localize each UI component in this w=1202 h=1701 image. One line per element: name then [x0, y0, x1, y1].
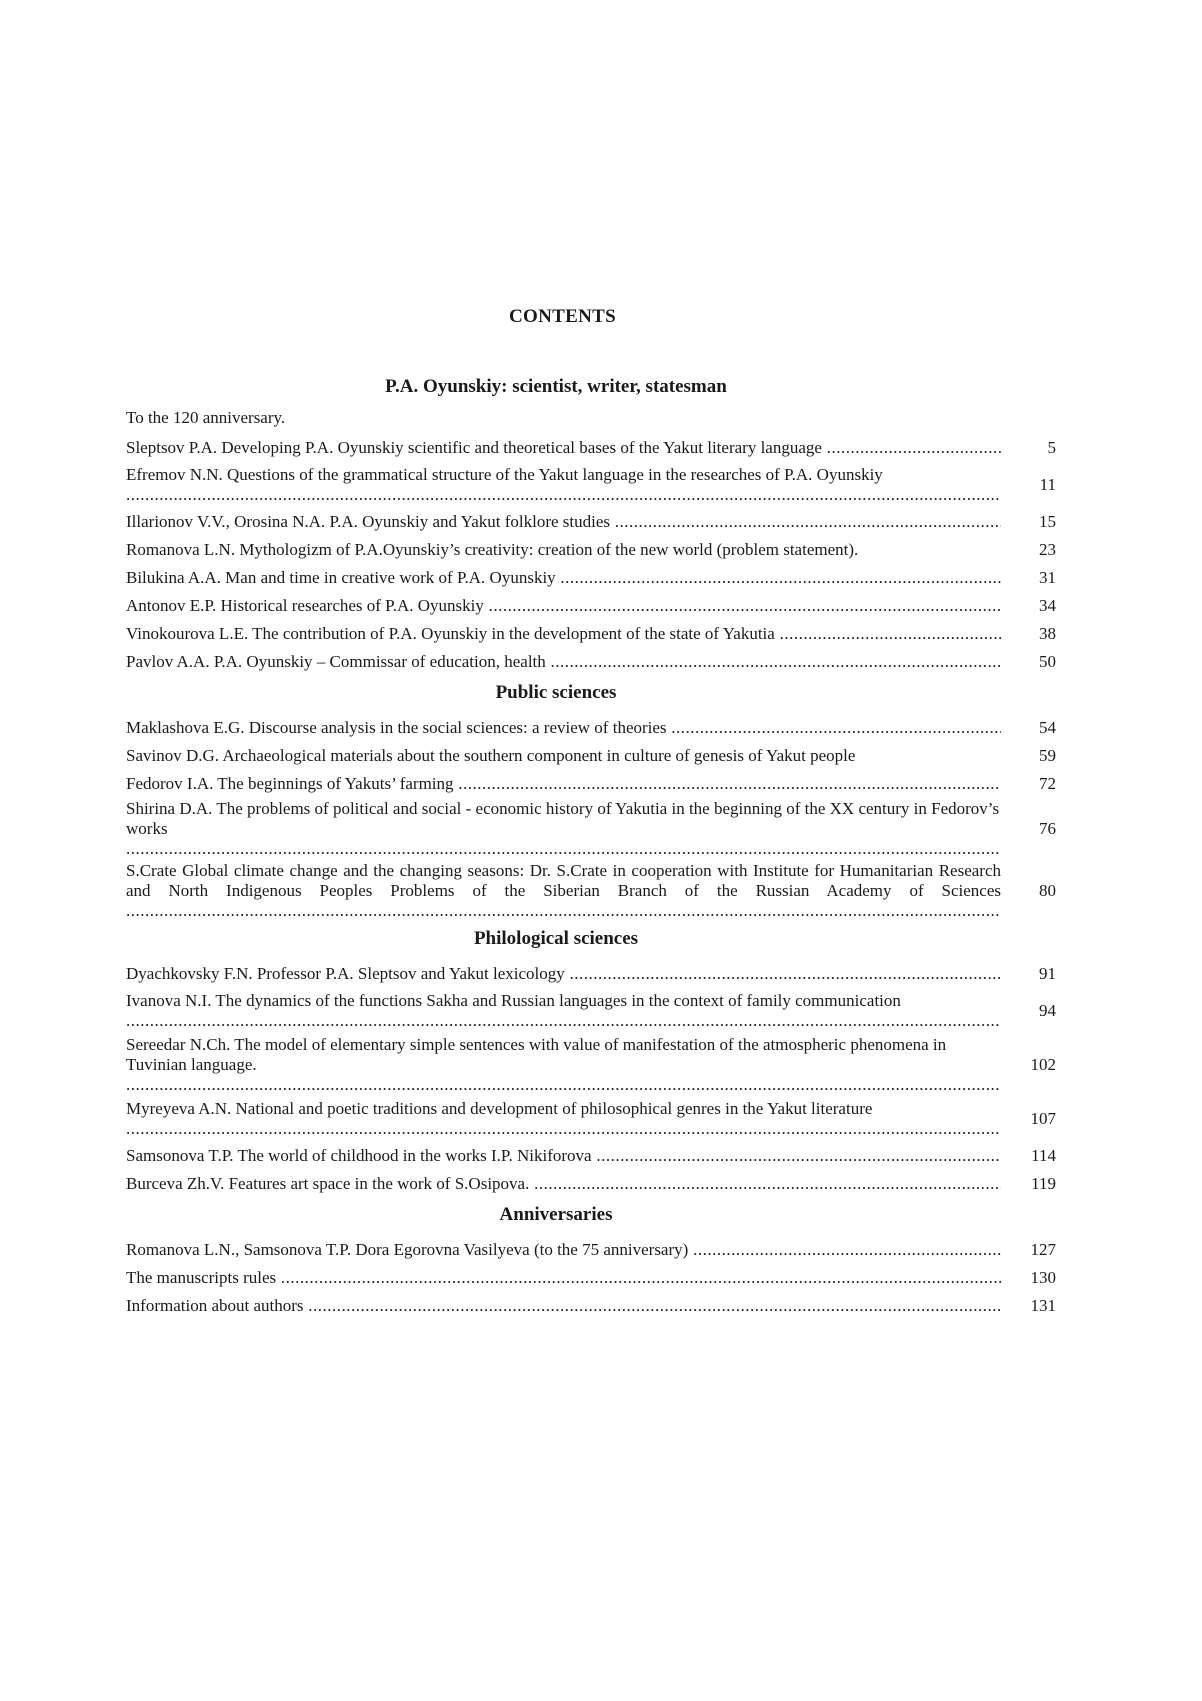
entry-page-number: 23 [1039, 540, 1056, 559]
toc-entry[interactable] [126, 1264, 1056, 1292]
entry-page-number: 114 [1031, 1146, 1056, 1165]
toc-entry[interactable] [126, 714, 1056, 742]
page-title: CONTENTS [509, 306, 616, 327]
entry-page-number: 76 [1039, 819, 1056, 838]
section-heading: Anniversaries [499, 1204, 613, 1225]
entry-title: Ivanova N.I. The dynamics of the functions Sakha and Russian languages in the context of family communication ..... [126, 991, 1001, 1031]
toc-entry[interactable] [126, 1292, 1056, 1320]
entry-page-number: 119 [1031, 1174, 1056, 1193]
entry-title: Savinov D.G. Archaeological materials about the southern component in culture of genesis of Yakut people [126, 746, 856, 765]
entry-page-number: 54 [1039, 718, 1056, 737]
toc-entry[interactable] [126, 798, 1056, 860]
entry-title: S.Crate Global climate change and the changing seasons: Dr. S.Crate in cooperation with Institute for Humanitarian Research and North Indigenous Peoples Problems of the Siberian Branch of the Russian Academy of Sciences ..... [126, 861, 1001, 921]
entry-page-number: 80 [1039, 881, 1056, 900]
toc-entry[interactable] [126, 860, 1056, 922]
entry-title: Dyachkovsky F.N. Professor P.A. Sleptsov and Yakut lexicology ..... [126, 964, 1001, 984]
toc-entry[interactable] [126, 462, 1056, 508]
entry-page-number: 72 [1039, 774, 1056, 793]
toc-entry[interactable] [126, 770, 1056, 798]
toc-entry[interactable] [126, 742, 1056, 770]
table-of-contents [126, 370, 1056, 1320]
entry-page-number: 5 [1047, 438, 1056, 457]
toc-entry[interactable] [126, 508, 1056, 536]
entry-page-number: 130 [1030, 1268, 1056, 1287]
entry-title: Fedorov I.A. The beginnings of Yakuts’ farming ..... [126, 774, 1001, 794]
entry-page-number: 127 [1030, 1240, 1056, 1259]
entry-page-number: 102 [1030, 1055, 1056, 1074]
toc-entry[interactable] [126, 1096, 1056, 1142]
entry-page-number: 50 [1039, 652, 1056, 671]
section-heading: P.A. Oyunskiy: scientist, writer, statesman [385, 376, 727, 397]
entry-page-number: 94 [1039, 1001, 1056, 1020]
entry-page-number: 107 [1030, 1109, 1056, 1128]
entry-page-number: 91 [1039, 964, 1056, 983]
entry-title: Maklashova E.G. Discourse analysis in the social sciences: a review of theories ..... [126, 718, 1001, 738]
toc-entry[interactable] [126, 1142, 1056, 1170]
entry-title: Efremov N.N. Questions of the grammatical structure of the Yakut language in the researches of P.A. Oyunskiy ..... [126, 465, 1001, 505]
entry-title: Myreyeva A.N. National and poetic traditions and development of philosophical genres in the Yakut literature ..... [126, 1099, 1001, 1139]
entry-title: Romanova L.N., Samsonova T.P. Dora Egorovna Vasilyeva (to the 75 anniversary) ..... [126, 1240, 1001, 1260]
entry-page-number: 34 [1039, 596, 1056, 615]
entry-title: Burceva Zh.V. Features art space in the work of S.Osipova. ..... [126, 1174, 1001, 1194]
section-intro: To the 120 anniversary. [126, 408, 286, 427]
section-heading: Public sciences [495, 682, 617, 703]
entry-page-number: 38 [1039, 624, 1056, 643]
toc-entry[interactable] [126, 1034, 1056, 1096]
entry-page-number: 131 [1030, 1296, 1056, 1315]
toc-entry[interactable] [126, 648, 1056, 676]
toc-entry[interactable] [126, 592, 1056, 620]
entry-page-number: 31 [1039, 568, 1056, 587]
toc-entry[interactable] [126, 536, 1056, 564]
entry-title: Information about authors ..... [126, 1296, 1001, 1316]
toc-entry[interactable] [126, 564, 1056, 592]
entry-title: Sleptsov P.A. Developing P.A. Oyunskiy scientific and theoretical bases of the Yakut literary language ..... [126, 438, 1001, 458]
entry-title: Pavlov A.A. P.A. Oyunskiy – Commissar of education, health ..... [126, 652, 1001, 672]
entry-title: Antonov E.P. Historical researches of P.A. Oyunskiy ..... [126, 596, 1001, 616]
toc-entry[interactable] [126, 960, 1056, 988]
entry-title: Bilukina A.A. Man and time in creative work of P.A. Oyunskiy ..... [126, 568, 1001, 588]
entry-title: Sereedar N.Ch. The model of elementary simple sentences with value of manifestation of the atmospheric phenomena in Tuvinian language. ..... [126, 1035, 1001, 1095]
section-heading: Philological sciences [473, 928, 639, 949]
entry-title: The manuscripts rules ..... [126, 1268, 1001, 1288]
entry-page-number: 11 [1039, 475, 1056, 494]
entry-title: Samsonova T.P. The world of childhood in the works I.P. Nikiforova ..... [126, 1146, 1001, 1166]
entry-title: Illarionov V.V., Orosina N.A. P.A. Oyunskiy and Yakut folklore studies ..... [126, 512, 1001, 532]
entry-page-number: 59 [1039, 746, 1056, 765]
toc-entry[interactable] [126, 620, 1056, 648]
entry-page-number: 15 [1039, 512, 1056, 531]
entry-title: Romanova L.N. Mythologizm of P.A.Oyunskiy’s creativity: creation of the new world (problem statement). [126, 540, 859, 559]
toc-entry[interactable] [126, 988, 1056, 1034]
toc-entry[interactable] [126, 434, 1056, 462]
toc-entry[interactable] [126, 1170, 1056, 1198]
toc-entry[interactable] [126, 1236, 1056, 1264]
entry-title: Vinokourova L.E. The contribution of P.A. Oyunskiy in the development of the state of Yakutia ..... [126, 624, 1001, 644]
entry-title: Shirina D.A. The problems of political and social - economic history of Yakutia in the beginning of the XX century in Fedorov’s works ..... [126, 799, 1001, 859]
